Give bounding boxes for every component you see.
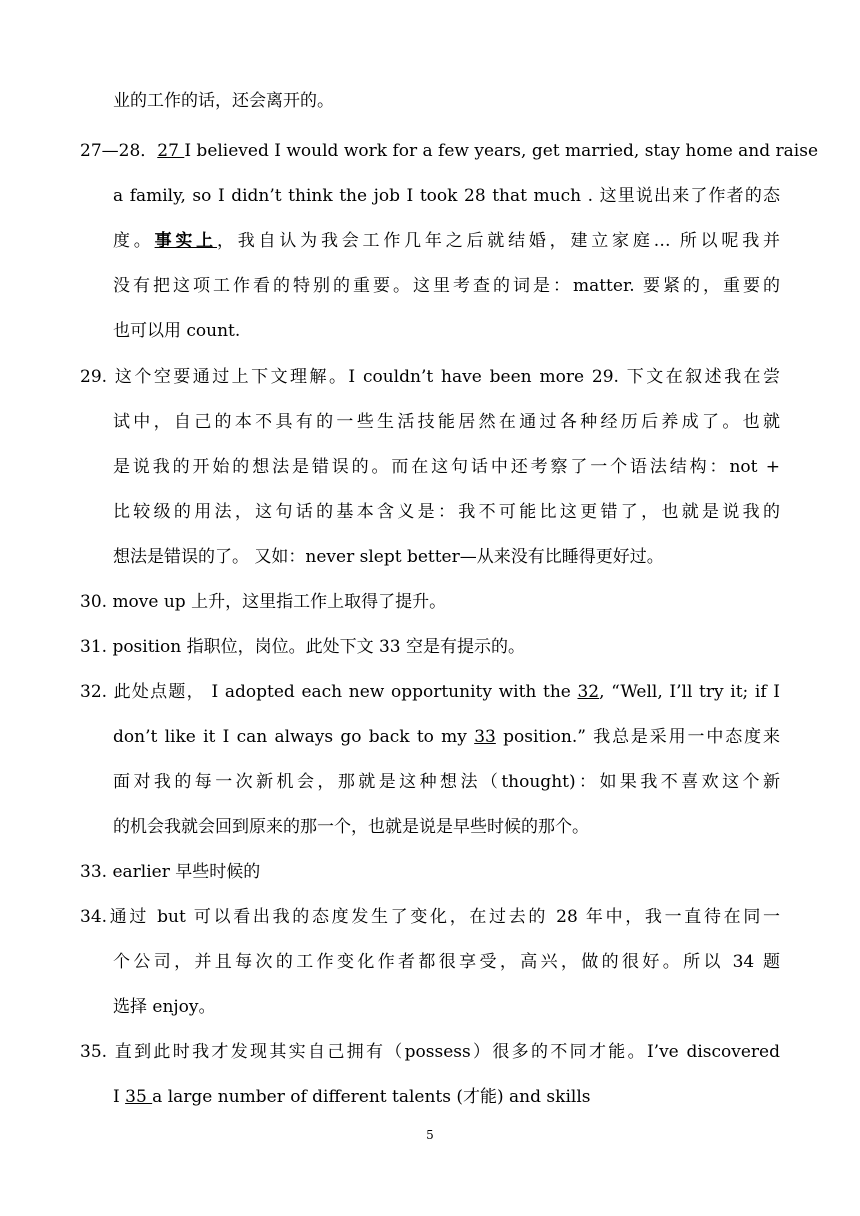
- text-line: [113, 226, 780, 256]
- text-line: [113, 497, 780, 527]
- text-segment: , “Well, I’ll try it; if I: [599, 682, 780, 702]
- text-line: [113, 86, 780, 116]
- blank-number: 32: [577, 682, 600, 702]
- text-segment: 29. 这个空要通过上下文理解。I couldn’t have been more 29. 下文在叙述我在尝: [80, 367, 780, 387]
- text-segment: 30. move up 上升，这里指工作上取得了提升。: [80, 592, 447, 612]
- text-line: [113, 812, 780, 842]
- text-segment: I believed I would work for a few years, get married, stay home and raise: [184, 141, 819, 161]
- text-line: [113, 542, 780, 572]
- text-segment: I: [113, 1087, 126, 1107]
- item-35: [80, 1037, 780, 1067]
- text-line: [113, 992, 780, 1022]
- text-segment: 是说我的开始的想法是错误的。而在这句话中还考察了一个语法结构：not +: [113, 457, 780, 477]
- text-segment: 31. position 指职位，岗位。此处下文 33 空是有提示的。: [80, 637, 526, 657]
- blank-number: 27: [157, 141, 185, 161]
- text-segment: 33. earlier 早些时候的: [80, 862, 261, 882]
- text-line: [113, 947, 780, 977]
- text-segment: 想法是错误的了。 又如：never slept better—从来没有比睡得更好过。: [113, 547, 664, 567]
- text-segment: 没有把这项工作看的特别的重要。这里考查的词是：matter. 要紧的，重要的: [113, 276, 780, 296]
- text-line: [113, 181, 780, 211]
- text-segment: a large number of different talents (才能) and skills: [152, 1087, 591, 1107]
- text-segment: 34.通过 but 可以看出我的态度发生了变化，在过去的 28 年中，我一直待在同一: [80, 907, 780, 927]
- page-number: 5: [426, 1128, 434, 1142]
- text-segment: 35. 直到此时我才发现其实自己拥有（possess）很多的不同才能。I’ve discovered: [80, 1042, 780, 1062]
- text-segment: don’t like it I can always go back to my: [113, 727, 475, 747]
- text-segment: ，我自认为我会工作几年之后就结婚，建立家庭… 所以呢我并: [216, 231, 781, 251]
- text-segment: a family, so I didn’t think the job I took 28 that much . 这里说出来了作者的态: [113, 186, 780, 206]
- text-segment: 比较级的用法，这句话的基本含义是：我不可能比这更错了，也就是说我的: [113, 502, 780, 522]
- text-segment: 面对我的每一次新机会，那就是这种想法（thought)：如果我不喜欢这个新: [113, 772, 780, 792]
- emphasis-text: 事实上: [154, 231, 217, 251]
- text-segment: 的机会我就会回到原来的那一个，也就是说是早些时候的那个。: [113, 817, 589, 837]
- text-segment: 27—28．: [80, 141, 158, 161]
- text-line: [113, 407, 780, 437]
- text-segment: 选择 enjoy。: [113, 997, 216, 1017]
- item-31: [80, 632, 780, 662]
- text-segment: 个公司，并且每次的工作变化作者都很享受，高兴，做的很好。所以 34 题: [113, 952, 780, 972]
- item-34: [80, 902, 780, 932]
- item-30: [80, 587, 780, 617]
- item-29: [80, 362, 780, 392]
- text-segment: position.” 我总是采用一中态度来: [495, 727, 781, 747]
- text-line: [113, 316, 780, 346]
- text-line: [113, 767, 780, 797]
- text-line: [113, 452, 780, 482]
- item-27-28: [80, 136, 819, 166]
- text-segment: 试中，自己的本不具有的一些生活技能居然在通过各种经历后养成了。也就: [113, 412, 780, 432]
- text-line: [113, 722, 780, 752]
- text-line: [113, 1082, 780, 1112]
- blank-number: 35: [125, 1087, 153, 1107]
- text-segment: 也可以用 count.: [113, 321, 241, 341]
- item-33: [80, 857, 780, 887]
- item-32: [80, 677, 780, 707]
- text-line: [113, 271, 780, 301]
- text-segment: 业的工作的话，还会离开的。: [113, 91, 334, 111]
- blank-number: 33: [474, 727, 496, 747]
- text-segment: 度。: [113, 231, 155, 251]
- text-segment: 32. 此处点题， I adopted each new opportunity with the: [80, 682, 578, 702]
